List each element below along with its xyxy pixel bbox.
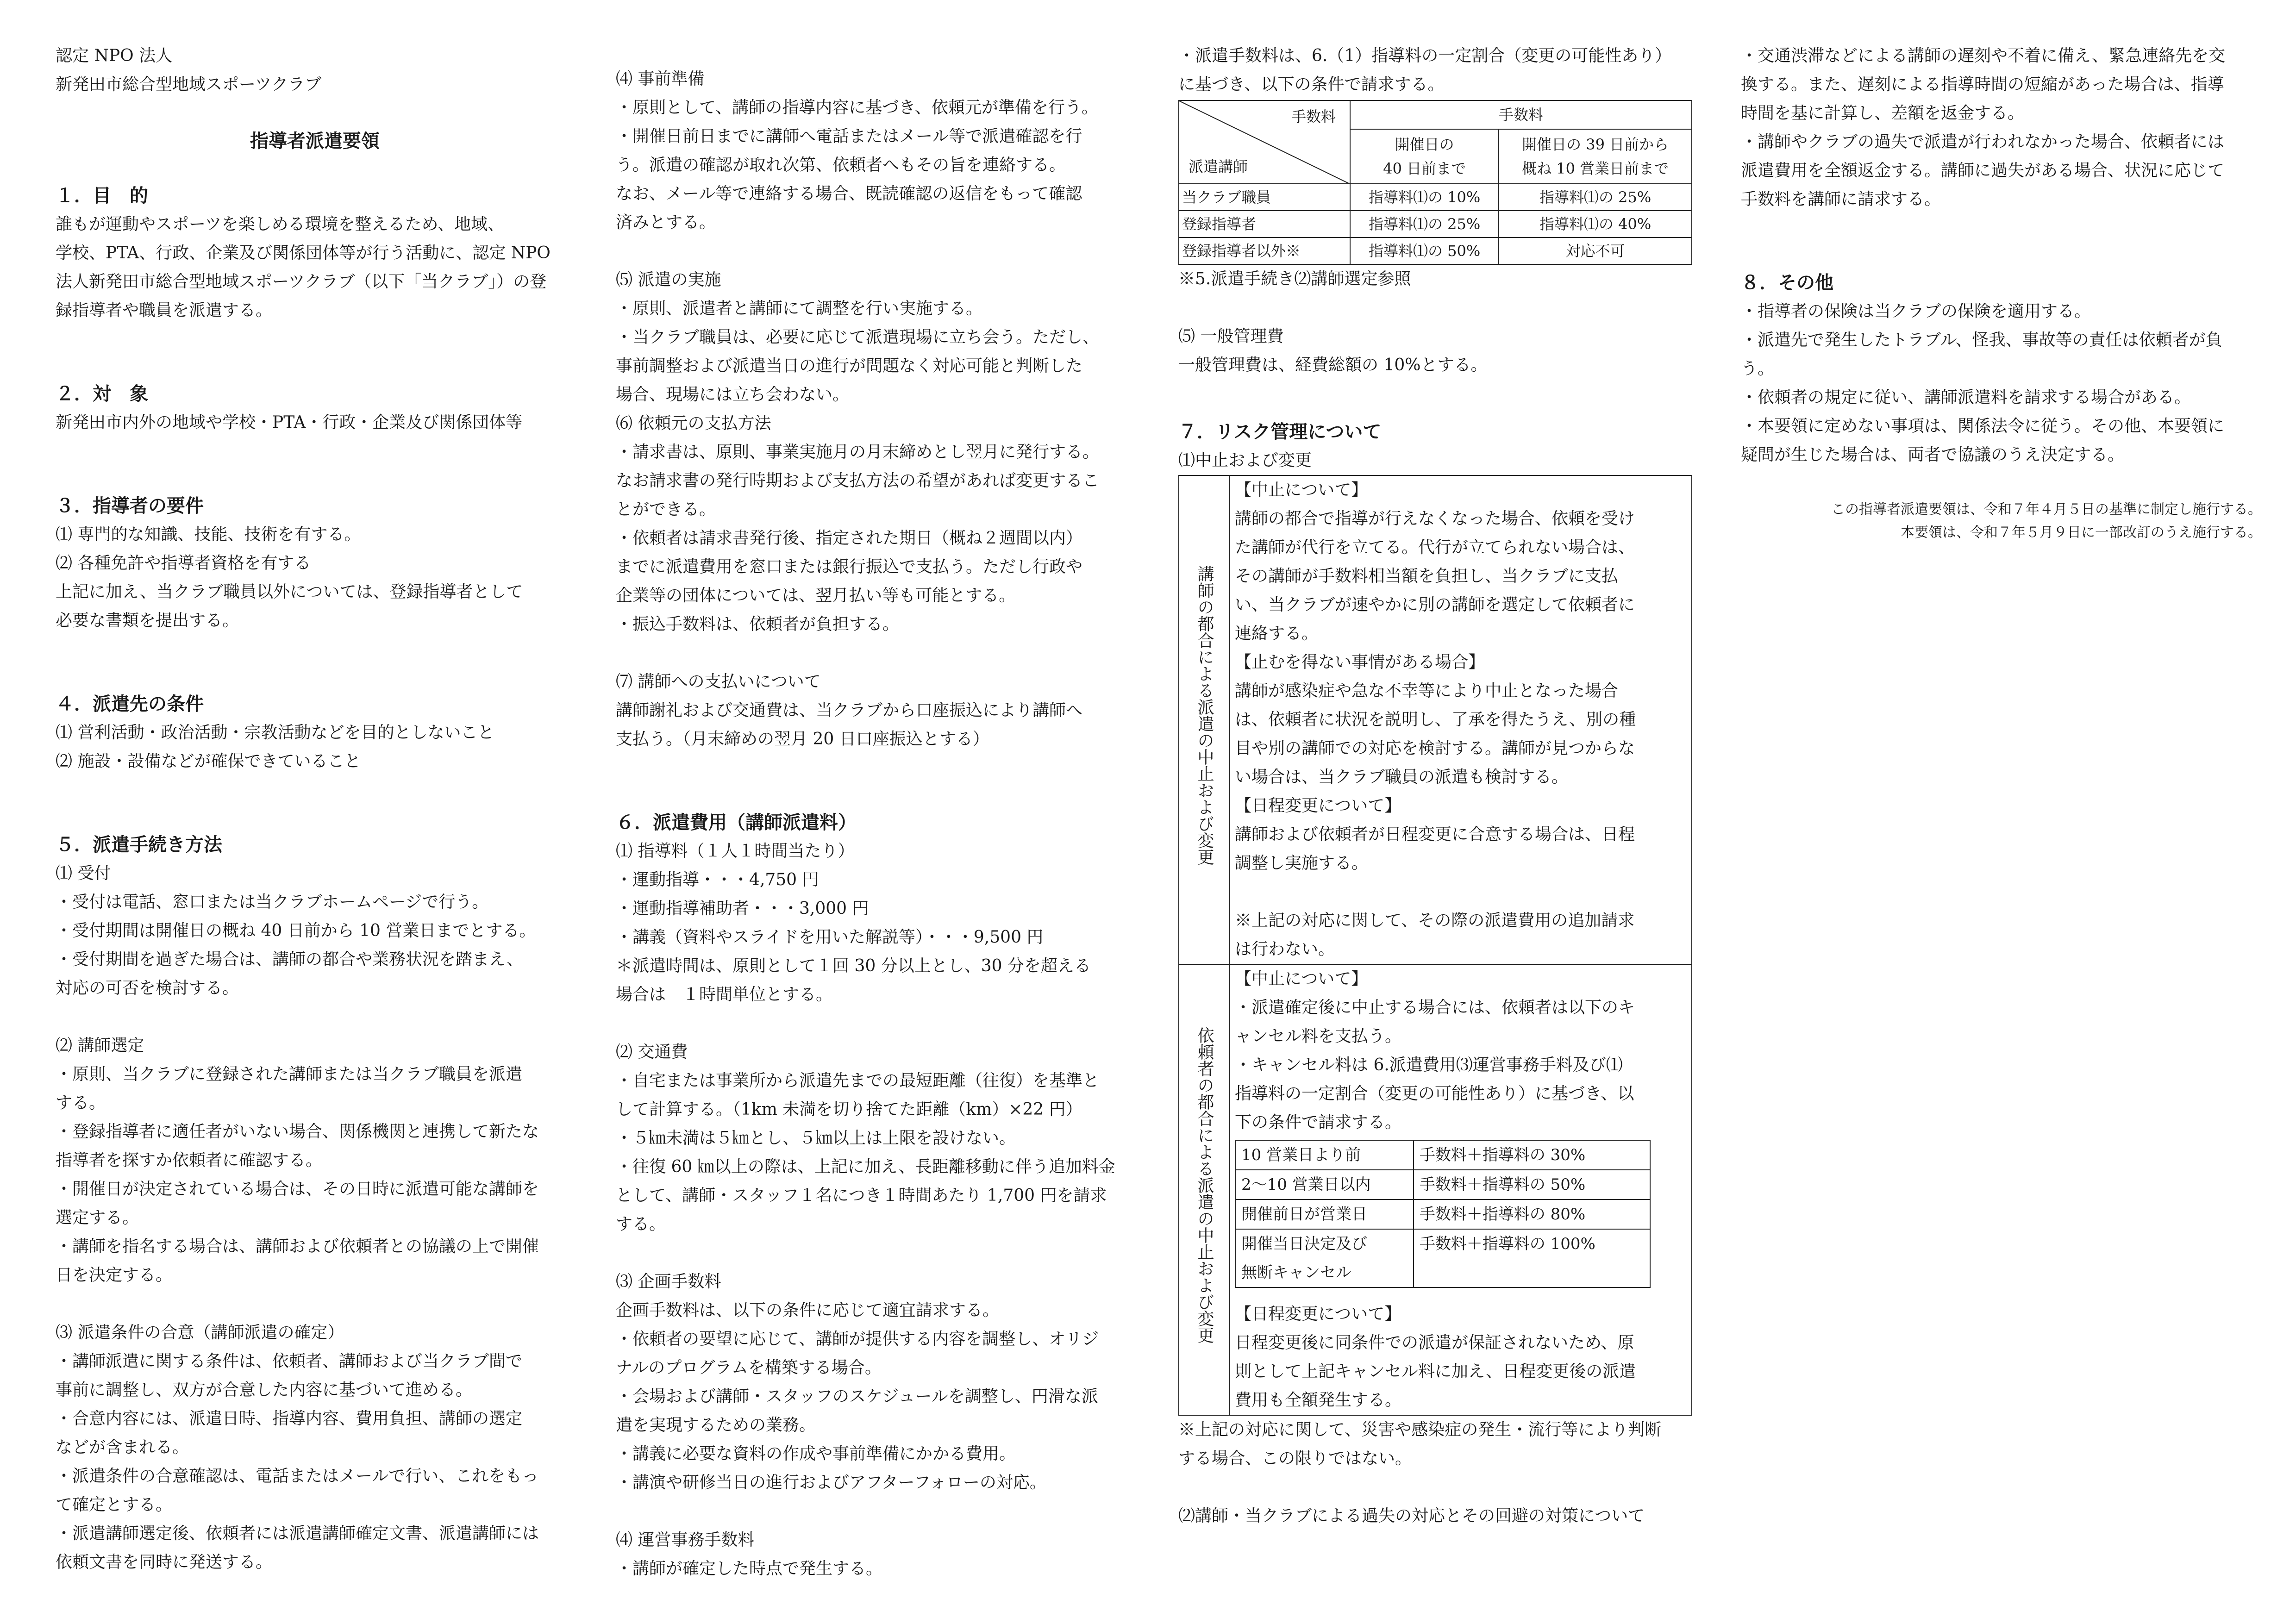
section-heading: １．目 的 — [56, 185, 148, 206]
text-line: 講師謝礼および交通費は、当クラブから口座振込により講師へ — [616, 701, 1083, 720]
table-row: 当クラブ職員 指導料⑴の 10% 指導料⑴の 25% — [1179, 184, 1692, 211]
text-line: 指導者を探すか依頼者に確認する。 — [56, 1151, 323, 1170]
text-line: 場合、現場には立ち会わない。 — [616, 385, 850, 404]
risk-row-body — [1230, 964, 1692, 1415]
text-line: 連絡する。 — [1235, 624, 1319, 643]
text-line: 日を決定する。 — [56, 1266, 173, 1285]
text-line: ⑵ 交通費 — [616, 1043, 688, 1062]
section-body — [616, 668, 1148, 754]
section-heading: ２．対 象 — [56, 383, 148, 405]
text-line: なお請求書の発行時期および支払方法の希望があれば変更するこ — [616, 471, 1100, 490]
org-type: 認定 NPO 法人 — [56, 46, 173, 65]
text-line: 調整し実施する。 — [1235, 854, 1369, 873]
section-heading: ６．派遣費用（講師派遣料） — [616, 812, 857, 833]
section-body — [616, 409, 1148, 639]
text-line: ・開催日前日までに講師へ電話またはメール等で派遣確認を行 — [616, 127, 1082, 146]
section-body — [1741, 297, 2262, 469]
section-body — [616, 1526, 1148, 1555]
section-body — [616, 1268, 1148, 1497]
risk-row-body — [1230, 475, 1692, 964]
table-row: 登録指導者以外※ 指導料⑴の 50% 対応不可 — [1179, 237, 1692, 264]
text-line: ナルのプログラムを構築する場合。 — [616, 1358, 882, 1377]
text-line: 選定する。 — [56, 1208, 139, 1227]
text-line: 目や別の講師での対応を検討する。講師が見つからな — [1235, 739, 1635, 758]
text-line: ・当クラブ職員は、必要に応じて派遣現場に立ち会う。ただし、 — [616, 328, 1100, 347]
enactment-note: この指導者派遣要領は、令和７年４月５日の基準に制定し施行する。 — [1831, 501, 2262, 518]
column-3 — [1178, 42, 1692, 1530]
text-line: 事前に調整し、双方が合意した内容に基づいて進める。 — [56, 1380, 473, 1399]
section-body — [56, 210, 574, 325]
text-line: 法人新発田市総合型地域スポーツクラブ（以下「当クラブ」）の登 — [56, 272, 547, 291]
text-line: 日程変更後に同条件での派遣が保証されないため、原 — [1235, 1333, 1634, 1352]
text-line: ・原則、派遣者と講師にて調整を行い実施する。 — [616, 299, 983, 318]
text-line: ⑶ 企画手数料 — [616, 1272, 721, 1291]
text-line: ・キャンセル料は 6.派遣費用⑶運営事務手料及び⑴ — [1235, 1056, 1623, 1074]
text-line: ・自宅または事業所から派遣先までの最短距離（往復）を基準と — [616, 1071, 1100, 1090]
text-line: ャンセル料を支払う。 — [1235, 1027, 1402, 1046]
text-line: は行わない。 — [1235, 940, 1335, 959]
text-line: 事前調整および派遣当日の進行が問題なく対応可能と判断した — [616, 356, 1083, 375]
text-line: 場合は １時間単位とする。 — [616, 985, 833, 1004]
text-line: 指導料の一定割合（変更の可能性あり）に基づき、以 — [1235, 1084, 1634, 1103]
text-line: ・派遣先で発生したトラブル、怪我、事故等の責任は依頼者が負 — [1741, 331, 2222, 350]
text-line: 支払う。（月末締めの翌月 20 日口座振込とする） — [616, 730, 989, 749]
section-body — [56, 520, 574, 635]
text-line: た講師が代行を立てる。代行が立てられない場合は、 — [1235, 538, 1635, 557]
text-line: 講師および依頼者が日程変更に合意する場合は、日程 — [1235, 825, 1635, 844]
text-line: て確定とする。 — [56, 1495, 173, 1514]
text-line: ・登録指導者に適任者がいない場合、関係機関と連携して新たな — [56, 1122, 539, 1141]
page-title: 指導者派遣要領 — [250, 130, 380, 152]
text-line: 手数料を講師に請求する。 — [1741, 190, 1941, 209]
section-body — [56, 718, 574, 776]
text-line: ・５㎞未満は５㎞とし、５㎞以上は上限を設けない。 — [616, 1129, 1016, 1148]
text-line: ・会場および講師・スタッフのスケジュールを調整し、円滑な派 — [616, 1387, 1098, 1406]
text-line: 【止むを得ない事情がある場合】 — [1235, 653, 1485, 672]
section-body — [56, 1318, 574, 1577]
text-line: う。 — [1741, 359, 1775, 378]
text-line: ・運動指導・・・4,750 円 — [616, 870, 819, 889]
text-line: ・講義に必要な資料の作成や事前準備にかかる費用。 — [616, 1444, 1016, 1463]
text-line: ・指導者の保険は当クラブの保険を適用する。 — [1741, 302, 2091, 321]
text-line: ⑴ 営利活動・政治活動・宗教活動などを目的としないこと — [56, 723, 494, 742]
corner-top-label: 手数料 — [1291, 108, 1336, 125]
text-line: 録指導者や職員を派遣する。 — [56, 301, 273, 320]
text-line: 下の条件で請求する。 — [1235, 1113, 1402, 1132]
text-line: 学校、PTA、行政、企業及び関係団体等が行う活動に、認定 NPO — [56, 244, 551, 262]
text-line: ・講演や研修当日の進行およびアフターフォローの対応。 — [616, 1473, 1046, 1492]
text-line: 上記に加え、当クラブ職員以外については、登録指導者として — [56, 582, 523, 601]
text-line: 【中止について】 — [1235, 481, 1368, 500]
text-line: 【日程変更について】 — [1235, 796, 1401, 815]
text-line: ※上記の対応に関して、その際の派遣費用の追加請求 — [1235, 911, 1635, 930]
text-line: ・合意内容には、派遣日時、指導内容、費用負担、講師の選定 — [56, 1409, 523, 1428]
table-row: 2～10 営業日以内 手数料＋指導料の 50% — [1235, 1170, 1650, 1199]
fee-table-corner — [1179, 100, 1350, 184]
text-line: とができる。 — [616, 500, 716, 519]
section-line: ・講師が確定した時点で発生する。 — [616, 1559, 883, 1578]
text-line: 一般管理費は、経費総額の 10%とする。 — [1178, 356, 1488, 375]
text-line: 【日程変更について】 — [1235, 1305, 1401, 1324]
text-line: ・依頼者の規定に従い、講師派遣料を請求する場合がある。 — [1741, 388, 2191, 407]
text-line: 派遣費用を全額返金する。講師に過失がある場合、状況に応じて — [1741, 161, 2225, 180]
text-line: ・講師を指名する場合は、講師および依頼者との協議の上で開催 — [56, 1237, 539, 1256]
text-line: 対応の可否を検討する。 — [56, 979, 239, 998]
text-line: までに派遣費用を窓口または銀行振込で支払う。ただし行政や — [616, 557, 1083, 576]
subsection-heading: ⑵講師・当クラブによる過失の対応とその回避の対策について — [1178, 1506, 1645, 1525]
text-line: する。 — [616, 1215, 666, 1234]
text-line: ・依頼者は請求書発行後、指定された期日（概ね２週間以内） — [616, 529, 1083, 548]
text-line: 換する。また、遅刻による指導時間の短縮があった場合は、指導 — [1741, 75, 2224, 94]
section-heading: ５．派遣手続き方法 — [56, 834, 222, 856]
text-line: 疑問が生じた場合は、両者で協議のうえ決定する。 — [1741, 445, 2125, 464]
text-line: ・往復 60 ㎞以上の際は、上記に加え、長距離移動に伴う追加料金 — [616, 1157, 1115, 1176]
text-line: 新発田市内外の地域や学校・PTA・行政・企業及び関係団体等 — [56, 413, 523, 432]
text-line: 則として上記キャンセル料に加え、日程変更後の派遣 — [1235, 1362, 1636, 1381]
text-line: 済みとする。 — [616, 213, 716, 232]
text-line: ・依頼者の要望に応じて、講師が提供する内容を調整し、オリジ — [616, 1330, 1099, 1349]
text-line: ⑸ 一般管理費 — [1178, 327, 1284, 346]
text-line: ⑴ 指導料（１人１時間当たり） — [616, 842, 855, 861]
text-line: などが含まれる。 — [56, 1438, 189, 1457]
text-line: ・派遣講師選定後、依頼者には派遣講師確定文書、派遣講師には — [56, 1524, 539, 1543]
text-line: する。 — [56, 1093, 106, 1112]
text-line: 【中止について】 — [1235, 969, 1368, 988]
table-row: 開催前日が営業日 手数料＋指導料の 80% — [1235, 1199, 1650, 1229]
text-line: ＊派遣時間は、原則として１回 30 分以上とし、30 分を超える — [616, 956, 1091, 975]
text-line — [1235, 878, 1687, 906]
text-line: する場合、この限りではない。 — [1178, 1449, 1412, 1468]
fee-col-header: 開催日の 40 日前まで — [1350, 129, 1499, 184]
text-line: ・原則として、講師の指導内容に基づき、依頼元が準備を行う。 — [616, 98, 1098, 117]
section-line: ・派遣手数料は、6.（1）指導料の一定割合（変更の可能性あり） — [1178, 46, 1672, 65]
text-line: ⑵ 施設・設備などが確保できていること — [56, 752, 361, 771]
text-line: ・受付期間を過ぎた場合は、講師の都合や業務状況を踏まえ、 — [56, 950, 524, 969]
text-line: は、依頼者に状況を説明し、了承を得たうえ、別の種 — [1235, 710, 1636, 729]
text-line: ・振込手数料は、依頼者が負担する。 — [616, 615, 900, 634]
text-line: ・運動指導補助者・・・3,000 円 — [616, 899, 869, 918]
text-line: ⑺ 講師への支払いについて — [616, 672, 821, 691]
text-line: なお、メール等で連絡する場合、既読確認の返信をもって確認 — [616, 184, 1082, 203]
section-body — [1178, 322, 1692, 380]
fee-col-header: 開催日の 39 日前から 概ね 10 営業日前まで — [1499, 129, 1692, 184]
text-line: ・交通渋滞などによる講師の遅刻や不着に備え、緊急連絡先を交 — [1741, 46, 2226, 65]
subsection-heading: ⑴中止および変更 — [1178, 451, 1312, 470]
section-body — [616, 837, 1148, 1009]
column-2 — [616, 65, 1148, 1583]
fee-note: ※5.派遣手続き⑵講師選定参照 — [1178, 269, 1411, 288]
fee-table — [1178, 100, 1692, 265]
section-heading: ７．リスク管理について — [1178, 421, 1382, 443]
section-body — [1741, 42, 2262, 214]
risk-row-label: 講師の都合による派遣の中止および変更 — [1179, 475, 1230, 964]
section-body — [616, 65, 1148, 237]
table-row: 開催当日決定及び 無断キャンセル 手数料＋指導料の 100% — [1235, 1229, 1650, 1287]
text-line: ・原則、当クラブに登録された講師または当クラブ職員を派遣 — [56, 1065, 523, 1084]
text-line: 時間を基に計算し、差額を返金する。 — [1741, 104, 2025, 123]
text-line: う。派遣の確認が取れ次第、依頼者へもその旨を連絡する。 — [616, 156, 1066, 175]
text-line: ⑷ 事前準備 — [616, 69, 705, 88]
table-row: 登録指導者 指導料⑴の 25% 指導料⑴の 40% — [1179, 211, 1692, 237]
text-line: ⑵ 各種免許や指導者資格を有する — [56, 554, 311, 573]
section-body — [616, 266, 1148, 409]
cancel-fee-table — [1235, 1140, 1651, 1288]
column-1 — [56, 42, 574, 1577]
text-line: その講師が手数料相当額を負担し、当クラブに支払 — [1235, 567, 1619, 586]
text-line: 遣を実現するための業務。 — [616, 1416, 816, 1435]
text-line: ⑴ 専門的な知識、技能、技術を有する。 — [56, 525, 361, 544]
risk-row-label: 依頼者の都合による派遣の中止および変更 — [1179, 964, 1230, 1415]
text-line: ※上記の対応に関して、災害や感染症の発生・流行等により判断 — [1178, 1420, 1662, 1439]
table-row: 10 営業日より前 手数料＋指導料の 30% — [1235, 1140, 1650, 1170]
text-line: ・講義（資料やスライドを用いた解説等）・・・9,500 円 — [616, 928, 1044, 947]
section-body — [616, 1038, 1148, 1239]
section-heading: ８．その他 — [1741, 272, 1833, 294]
text-line: として、講師・スタッフ１名につき１時間あたり 1,700 円を請求 — [616, 1186, 1107, 1205]
text-line: 依頼文書を同時に発送する。 — [56, 1553, 273, 1572]
section-heading: ４．派遣先の条件 — [56, 693, 204, 715]
risk-table — [1178, 475, 1692, 1416]
section-body — [56, 1031, 574, 1290]
text-line: い場合は、当クラブ職員の派遣も検討する。 — [1235, 768, 1569, 787]
text-line: ⑹ 依頼元の支払方法 — [616, 414, 771, 433]
text-line: ・開催日が決定されている場合は、その日時に派遣可能な講師を — [56, 1180, 539, 1199]
text-line: ・派遣条件の合意確認は、電話またはメールで行い、これをもっ — [56, 1467, 539, 1486]
org-name: 新発田市総合型地域スポーツクラブ — [56, 75, 322, 94]
text-line: 講師の都合で指導が行えなくなった場合、依頼を受け — [1235, 509, 1635, 528]
revision-note: 本要領は、令和７年５月９日に一部改訂のうえ施行する。 — [1901, 525, 2262, 541]
text-line: ・受付期間は開催日の概ね 40 日前から 10 営業日までとする。 — [56, 921, 536, 940]
text-line: ⑸ 派遣の実施 — [616, 270, 721, 289]
text-line: ・派遣確定後に中止する場合には、依頼者は以下のキ — [1235, 998, 1635, 1017]
section-body — [56, 408, 574, 437]
text-line: ⑷ 運営事務手数料 — [616, 1530, 755, 1549]
text-line: ・講師やクラブの過失で派遣が行われなかった場合、依頼者には — [1741, 132, 2225, 151]
section-heading: ３．指導者の要件 — [56, 495, 204, 517]
text-line: 誰もが運動やスポーツを楽しめる環境を整えるため、地域、 — [56, 215, 505, 234]
section-line: に基づき、以下の条件で請求する。 — [1178, 75, 1445, 94]
text-line: して計算する。（1km 未満を切り捨てた距離（km）×22 円） — [616, 1100, 1082, 1119]
text-line: 企業等の団体については、翌月払い等も可能とする。 — [616, 586, 1016, 605]
text-line: 費用も全額発生する。 — [1235, 1391, 1402, 1410]
text-line: 企画手数料は、以下の条件に応じて適宜請求する。 — [616, 1301, 1000, 1320]
text-line: ⑵ 講師選定 — [56, 1036, 144, 1055]
text-line: 講師が感染症や急な不幸等により中止となった場合 — [1235, 681, 1619, 700]
text-line: ・請求書は、原則、事業実施月の月末締めとし翌月に発行する。 — [616, 443, 1100, 462]
text-line: 必要な書類を提出する。 — [56, 611, 239, 630]
text-line: ・講師派遣に関する条件は、依頼者、講師および当クラブ間で — [56, 1352, 523, 1371]
fee-group-header: 手数料 — [1350, 100, 1692, 129]
text-line: ⑴ 受付 — [56, 864, 111, 883]
column-4 — [1741, 42, 2262, 544]
text-line: い、当クラブが速やかに別の講師を選定して依頼者に — [1235, 595, 1635, 614]
text-line: ・本要領に定めない事項は、関係法令に従う。その他、本要領に — [1741, 417, 2225, 436]
section-body — [56, 859, 574, 1003]
risk-note — [1178, 1416, 1692, 1473]
corner-bottom-label: 派遣講師 — [1189, 158, 1248, 175]
text-line: ・受付は電話、窓口または当クラブホームページで行う。 — [56, 893, 489, 912]
text-line: ⑶ 派遣条件の合意（講師派遣の確定） — [56, 1323, 344, 1342]
